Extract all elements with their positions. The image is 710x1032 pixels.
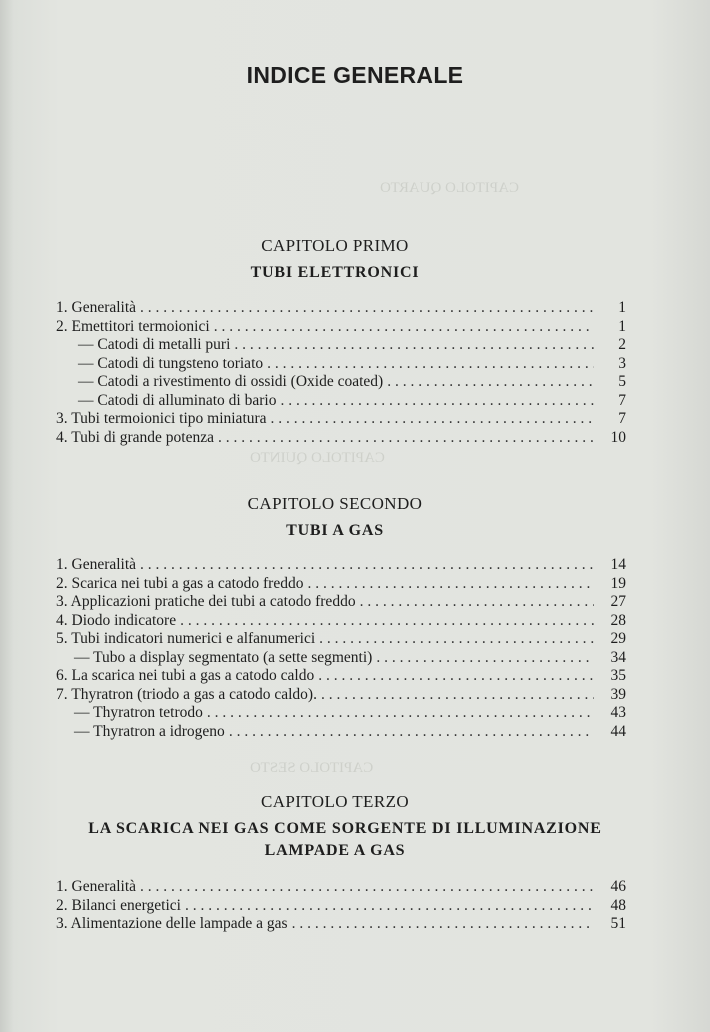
toc-entry-page: 2	[618, 336, 626, 353]
toc-list	[56, 878, 626, 934]
toc-entry-page: 7	[618, 391, 626, 409]
toc-entry-text: 6. La scarica nei tubi a gas a catodo caldo	[56, 667, 315, 684]
toc-entry	[56, 704, 626, 723]
toc-entry	[56, 686, 626, 705]
chapter-subtitle: TUBI A GAS	[286, 522, 384, 539]
toc-entry-text: — Thyratron tetrodo	[74, 704, 203, 721]
toc-list	[56, 299, 626, 447]
toc-entry-page: 14	[610, 556, 626, 573]
bleed-through: CAPITOLO SESTO	[250, 760, 374, 776]
toc-entry	[56, 649, 626, 668]
toc-entry	[56, 392, 626, 411]
toc-entry-text: 1. Generalità	[56, 878, 137, 895]
toc-entry-page: 7	[618, 410, 626, 427]
toc-entry-text: — Catodi di metalli puri	[78, 336, 231, 353]
toc-entry-text: — Catodi di alluminato di bario	[78, 391, 277, 409]
bleed-through: CAPITOLO QUINTO	[250, 450, 385, 466]
toc-entry-page: 27	[610, 593, 626, 610]
toc-entry-text: 5. Tubi indicatori numerici e alfanumerici	[56, 630, 316, 647]
toc-entry-page: 19	[610, 574, 626, 592]
toc-entry	[56, 897, 626, 916]
toc-entry-text: — Catodi a rivestimento di ossidi (Oxide coated)	[78, 373, 384, 390]
toc-entry-page: 51	[610, 915, 626, 932]
page-title: INDICE GENERALE	[246, 62, 464, 88]
toc-entry-page: 35	[610, 667, 626, 684]
toc-entry-page: 39	[610, 685, 626, 703]
toc-entry-text: 2. Bilanci energetici	[56, 896, 181, 914]
toc-entry	[56, 575, 626, 594]
toc-entry-text: 4. Tubi di grande potenza	[56, 428, 214, 446]
toc-entry-page: 48	[610, 896, 626, 914]
toc-entry	[56, 373, 626, 392]
toc-entry-page: 10	[610, 428, 626, 446]
toc-entry-page: 46	[610, 878, 626, 895]
toc-entry-page: 43	[610, 704, 626, 721]
toc-entry-text: 3. Alimentazione delle lampade a gas	[56, 915, 288, 932]
toc-entry-text: 2. Emettitori termoionici	[56, 317, 210, 335]
toc-entry-text: — Tubo a display segmentato (a sette segmenti)	[74, 648, 373, 666]
toc-entry	[56, 318, 626, 337]
toc-entry	[56, 612, 626, 631]
toc-entry	[56, 667, 626, 686]
toc-list	[56, 556, 626, 741]
chapter-subtitle: LA SCARICA NEI GAS COME SORGENTE DI ILLUMINAZIONE	[88, 820, 602, 837]
toc-entry	[56, 723, 626, 742]
chapter-heading: CAPITOLO TERZO	[260, 792, 410, 811]
toc-entry	[56, 630, 626, 649]
toc-entry-text: 7. Thyratron (triodo a gas a catodo caldo).	[56, 685, 317, 703]
toc-entry	[56, 593, 626, 612]
toc-entry-text: 2. Scarica nei tubi a gas a catodo freddo	[56, 574, 304, 592]
toc-entry-page: 3	[618, 354, 626, 372]
toc-entry-page: 5	[618, 373, 626, 390]
toc-entry	[56, 336, 626, 355]
bleed-through: CAPITOLO QUARTO	[380, 180, 519, 196]
chapter-subtitle-2: LAMPADE A GAS	[264, 842, 406, 859]
toc-entry	[56, 299, 626, 318]
toc-entry	[56, 878, 626, 897]
toc-entry	[56, 355, 626, 374]
chapter-subtitle: TUBI ELETTRONICI	[250, 264, 420, 281]
toc-entry	[56, 915, 626, 934]
toc-entry-text: 3. Applicazioni pratiche dei tubi a catodo freddo	[56, 593, 356, 610]
toc-entry-page: 34	[610, 648, 626, 666]
chapter-heading: CAPITOLO SECONDO	[247, 494, 423, 513]
toc-entry-text: 1. Generalità	[56, 299, 137, 316]
toc-entry-text: — Catodi di tungsteno toriato	[78, 354, 264, 372]
toc-entry	[56, 429, 626, 448]
chapter-heading: CAPITOLO PRIMO	[261, 236, 409, 255]
toc-entry-page: 29	[610, 630, 626, 647]
toc-entry-page: 1	[618, 317, 626, 335]
toc-entry-text: — Thyratron a idrogeno	[74, 722, 225, 740]
toc-entry-page: 28	[610, 611, 626, 629]
toc-entry-page: 44	[610, 722, 626, 740]
toc-entry-page: 1	[618, 299, 626, 316]
toc-entry-text: 1. Generalità	[56, 556, 137, 573]
toc-entry	[56, 556, 626, 575]
toc-entry	[56, 410, 626, 429]
toc-entry-text: 4. Diodo indicatore	[56, 611, 177, 629]
toc-entry-text: 3. Tubi termoionici tipo miniatura	[56, 410, 267, 427]
